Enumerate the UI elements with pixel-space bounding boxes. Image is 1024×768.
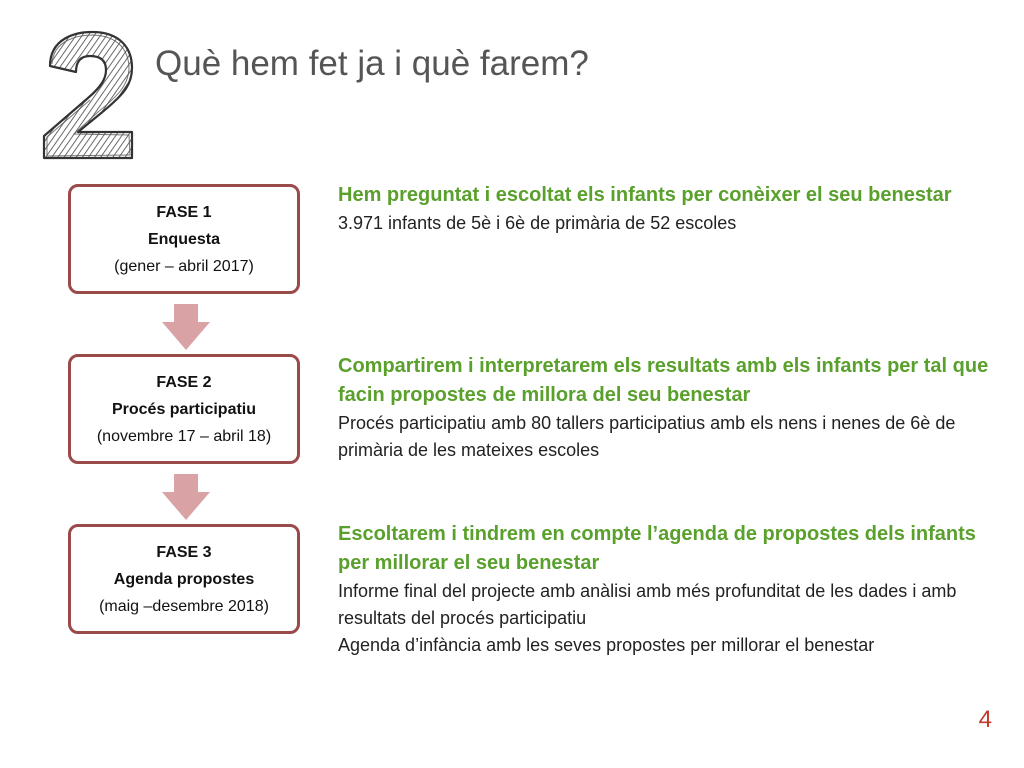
down-arrow-icon xyxy=(162,474,210,520)
section-number-2-graphic xyxy=(38,28,138,164)
phase-3-name: Agenda propostes xyxy=(113,570,255,588)
phase-3-text-1: Informe final del projecte amb anàlisi amb més profunditat de les dades i amb resultats del procés participatiu xyxy=(338,581,957,628)
phase-3-dates: (maig –desembre 2018) xyxy=(99,597,269,615)
phase-2-dates: (novembre 17 – abril 18) xyxy=(96,427,272,445)
phase-2-box xyxy=(68,354,300,464)
phase-1-heading: Hem preguntat i escoltat els infants per conèixer el seu benestar xyxy=(338,184,952,206)
phase-2-text: Procés participatiu amb 80 tallers participatius amb els nens i nenes de 6è de primària de les mateixes escoles xyxy=(338,413,956,460)
phase-1-details xyxy=(338,181,998,237)
phase-2-name: Procés participatiu xyxy=(111,400,257,418)
phase-3-heading: Escoltarem i tindrem en compte l’agenda de propostes dels infants per millorar el seu benestar xyxy=(338,523,976,574)
phase-2-details xyxy=(338,352,998,464)
phase-1-name: Enquesta xyxy=(147,230,220,248)
phase-1-text: 3.971 infants de 5è i 6è de primària de 52 escoles xyxy=(338,213,737,233)
phase-2-label: FASE 2 xyxy=(156,373,212,391)
phase-1-dates: (gener – abril 2017) xyxy=(114,257,254,275)
section-number: 2 xyxy=(87,118,89,119)
phase-3-box xyxy=(68,524,300,634)
phase-3-text-2: Agenda d’infància amb les seves propostes per millorar el benestar xyxy=(338,635,875,655)
down-arrow-icon xyxy=(162,304,210,350)
phase-1-box xyxy=(68,184,300,294)
page-number: 4 xyxy=(978,706,992,733)
page-title: Què hem fet ja i què farem? xyxy=(155,44,589,83)
phase-2-heading: Compartirem i interpretarem els resultats amb els infants per tal que facin propostes de millora del seu benestar xyxy=(338,355,989,406)
phase-3-details xyxy=(338,520,998,659)
phase-1-label: FASE 1 xyxy=(156,203,212,221)
phase-3-label: FASE 3 xyxy=(156,543,212,561)
